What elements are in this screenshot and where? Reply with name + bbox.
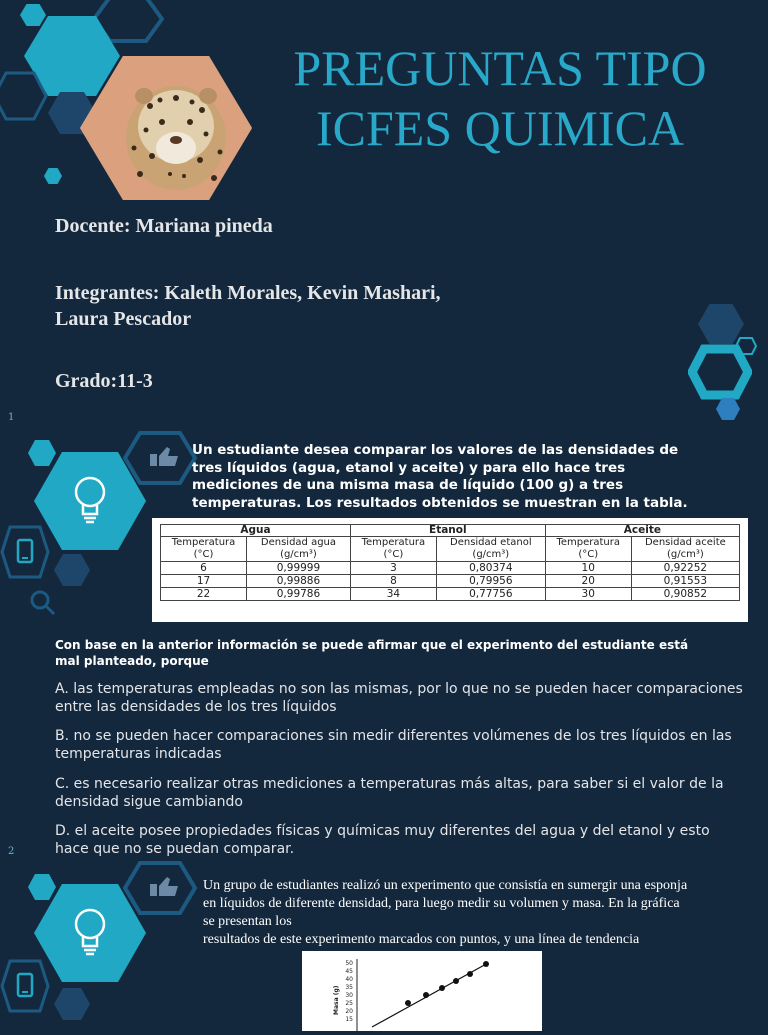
page-number-2: 2 (8, 846, 15, 857)
graph-y-tick: 15 (345, 1016, 353, 1023)
graph-point (423, 992, 429, 998)
density-table-card (152, 518, 748, 622)
graph-point (453, 978, 459, 984)
hex-decor-q1-teal-small (28, 440, 56, 466)
table-cell: 22 (161, 588, 247, 601)
table-column-header: Densidad aceite (g/cm³) (631, 537, 739, 562)
hex-decor-q1-dark (54, 554, 90, 586)
table-cell: 17 (161, 575, 247, 588)
table-column-header: Temperatura (°C) (350, 537, 436, 562)
hex-decor-right-blue (716, 398, 740, 420)
option-c[interactable]: C. es necesario realizar otras mediciones a temperaturas más altas, para saber si el valor de la densidad sigue cambiando (55, 776, 724, 810)
magnifier-icon (28, 588, 58, 622)
phone-icon (0, 958, 50, 1014)
grade-label: Grado:11-3 (55, 370, 153, 392)
table-cell: 0,99786 (247, 588, 351, 601)
density-table (160, 524, 740, 601)
hex-decor-q2-teal-small (28, 874, 56, 900)
option-b[interactable]: B. no se pueden hacer comparaciones sin medir diferentes volúmenes de los tres líquidos en las temperaturas indicadas (55, 728, 732, 762)
option-a[interactable]: A. las temperaturas empleadas no son las mismas, por lo que no se pueden hacer comparaciones entre las densidades de los tres líquidos (55, 681, 743, 715)
graph-point (483, 961, 489, 967)
graph-point (439, 985, 445, 991)
mass-volume-graph (302, 951, 542, 1031)
table-cell: 0,99999 (247, 562, 351, 575)
hex-decor-q2-dark (54, 988, 90, 1020)
table-cell: 30 (545, 588, 631, 601)
table-group-header: Aceite (545, 525, 739, 537)
graph-y-tick: 35 (345, 984, 353, 991)
table-row (161, 562, 740, 575)
table-cell: 0,77756 (436, 588, 545, 601)
table-cell: 0,92252 (631, 562, 739, 575)
table-column-header: Densidad etanol (g/cm³) (436, 537, 545, 562)
table-cell: 6 (161, 562, 247, 575)
page-title: PREGUNTAS TIPO ICFES QUIMICA (293, 40, 707, 156)
table-row (161, 588, 740, 601)
graph-y-tick: 45 (345, 968, 353, 975)
members-label: Integrantes: Kaleth Morales, Kevin Mashari, Laura Pescador (55, 282, 441, 330)
hex-decor-outline-left (0, 70, 48, 122)
graph-y-tick: 40 (345, 976, 353, 983)
table-cell: 20 (545, 575, 631, 588)
table-cell: 0,91553 (631, 575, 739, 588)
table-cell: 34 (350, 588, 436, 601)
table-row (161, 575, 740, 588)
table-column-header: Temperatura (°C) (545, 537, 631, 562)
table-cell: 0,80374 (436, 562, 545, 575)
graph-point (467, 971, 473, 977)
graph-y-tick: 20 (345, 1008, 353, 1015)
graph-point (405, 1000, 411, 1006)
table-cell: 10 (545, 562, 631, 575)
phone-icon (0, 524, 50, 580)
thumbs-up-icon (122, 860, 198, 916)
table-cell: 0,99886 (247, 575, 351, 588)
hex-decor-teal-bottom (44, 168, 62, 184)
table-cell: 8 (350, 575, 436, 588)
option-d[interactable]: D. el aceite posee propiedades físicas y químicas muy diferentes del agua y del etanol y esto hace que no se puedan comparar. (55, 823, 710, 857)
graph-y-tick: 50 (345, 960, 353, 967)
table-group-header: Etanol (350, 525, 545, 537)
table-cell: 0,79956 (436, 575, 545, 588)
graph-y-label: Masa (g) (333, 985, 340, 1015)
table-group-header: Agua (161, 525, 351, 537)
graph-y-tick: 25 (345, 1000, 353, 1007)
teacher-label: Docente: Mariana pineda (55, 215, 273, 237)
table-column-header: Temperatura (°C) (161, 537, 247, 562)
thumbs-up-icon (122, 430, 198, 486)
page-number-1: 1 (8, 412, 15, 423)
question2-text: Un grupo de estudiantes realizó un experimento que consistía en sumergir una esponja en líquidos de diferente densidad, para luego medir su volumen y masa. En la gráfica se presentan los resultados de este experimento marcados con puntos, y una línea de tendencia (203, 878, 688, 947)
graph-y-tick: 30 (345, 992, 353, 999)
table-cell: 0,90852 (631, 588, 739, 601)
table-column-header: Densidad agua (g/cm³) (247, 537, 351, 562)
question1-stem: Con base en la anterior información se puede afirmar que el experimento del estudiante está mal planteado, porque (55, 638, 689, 668)
hex-decor-small-teal (20, 4, 46, 26)
table-cell: 3 (350, 562, 436, 575)
question1-intro: Un estudiante desea comparar los valores de las densidades de tres líquidos (agua, etanol y aceite) y para ello hace tres mediciones de una misma masa de líquido (100 g) a tres temperaturas. Los resultados obtenidos se muestran en la tabla. (192, 442, 688, 511)
hex-decor-right-ring (688, 344, 752, 400)
